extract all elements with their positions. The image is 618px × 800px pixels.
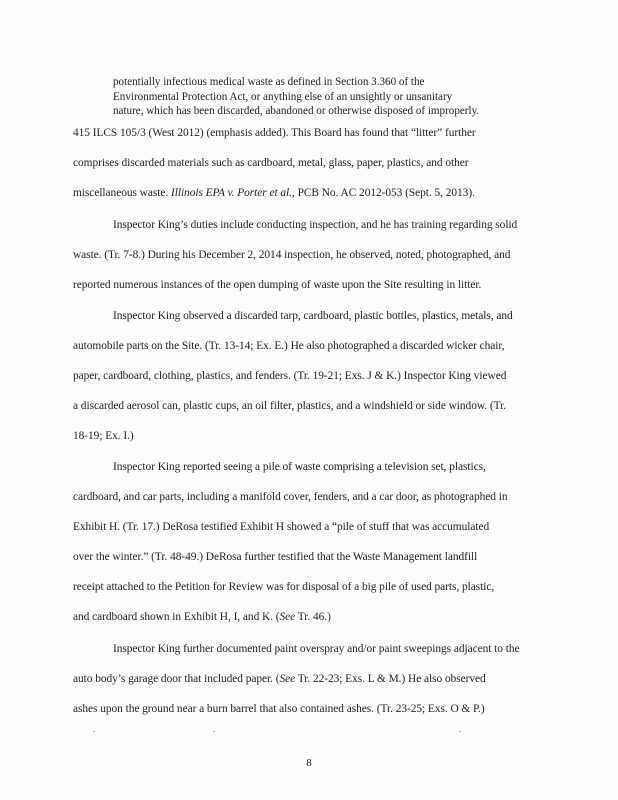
- quote-line: Environmental Protection Act, or anything else of an unsightly or unsanitary: [113, 90, 453, 103]
- text-line: reported numerous instances of the open dumping of waste upon the Site resulting in litter.: [73, 279, 482, 291]
- scan-speck: [459, 731, 461, 732]
- citation-signal: See: [279, 673, 296, 685]
- text-line: waste. (Tr. 7-8.) During his December 2, 2014 inspection, he observed, noted, photographed, and: [73, 249, 511, 261]
- citation-signal: See: [279, 611, 296, 623]
- text-line: 18-19; Ex. I.): [73, 430, 134, 442]
- text-line: over the winter.” (Tr. 48-49.) DeRosa further testified that the Waste Management landfill: [73, 551, 478, 563]
- text-line: cardboard, and car parts, including a manifold cover, fenders, and a car door, as photographed in: [73, 491, 508, 503]
- case-citation: Illinois EPA v. Porter et al.: [170, 187, 292, 199]
- quote-line: nature, which has been discarded, abandoned or otherwise disposed of improperly.: [113, 105, 480, 117]
- text-line-with-signal: [73, 673, 486, 685]
- text-span: Inspector King further documented paint overspray and/or paint sweepings adjacent to the: [113, 643, 520, 655]
- quote-line: potentially infectious medical waste as defined in Section 3.360 of the: [113, 76, 425, 88]
- paragraph-first-line: Inspector King observed a discarded tarp, cardboard, plastic bottles, plastics, metals, and: [113, 310, 513, 322]
- text-span: Tr. 22-23; Exs. L & M.) He also observed: [295, 673, 486, 685]
- text-line: ashes upon the ground near a burn barrel that also contained ashes. (Tr. 23-25; Exs. O & P.): [73, 703, 485, 715]
- text-span: Tr. 46.): [295, 611, 331, 623]
- text-line: a discarded aerosol can, plastic cups, an oil filter, plastics, and a windshield or side window. (Tr.: [73, 400, 507, 412]
- text-line: 415 ILCS 105/3 (West 2012) (emphasis added). This Board has found that “litter” further: [73, 127, 476, 139]
- scan-speck: [213, 731, 215, 732]
- paragraph-first-line: [113, 643, 519, 655]
- block-quote: [113, 75, 533, 119]
- text-span: auto body’s garage door that included paper. (: [73, 673, 280, 685]
- text-line: Exhibit H. (Tr. 17.) DeRosa testified Exhibit H showed a “pile of stuff that was accumulated: [73, 521, 490, 533]
- text-line: automobile parts on the Site. (Tr. 13-14; Ex. E.) He also photographed a discarded wicker chair,: [73, 340, 505, 352]
- text-line: comprises discarded materials such as cardboard, metal, glass, paper, plastics, and other: [73, 157, 469, 169]
- text-span: miscellaneous waste.: [73, 187, 171, 199]
- text-line: paper, cardboard, clothing, plastics, and fenders. (Tr. 19-21; Exs. J & K.) Inspector King viewed: [73, 370, 507, 382]
- page-number: 8: [306, 757, 312, 769]
- text-span: , PCB No. AC 2012-053 (Sept. 5, 2013).: [291, 187, 475, 199]
- paragraph-first-line: Inspector King reported seeing a pile of waste comprising a television set, plastics,: [113, 461, 486, 473]
- text-line-with-signal: [73, 611, 331, 623]
- text-line: receipt attached to the Petition for Review was for disposal of a big pile of used parts, plastic,: [73, 581, 495, 593]
- text-line-with-citation: [73, 187, 475, 199]
- paragraph-first-line: Inspector King’s duties include conducting inspection, and he has training regarding solid: [113, 219, 518, 231]
- text-span: and cardboard shown in Exhibit H, I, and K. (: [73, 611, 280, 623]
- scan-speck: [93, 731, 95, 732]
